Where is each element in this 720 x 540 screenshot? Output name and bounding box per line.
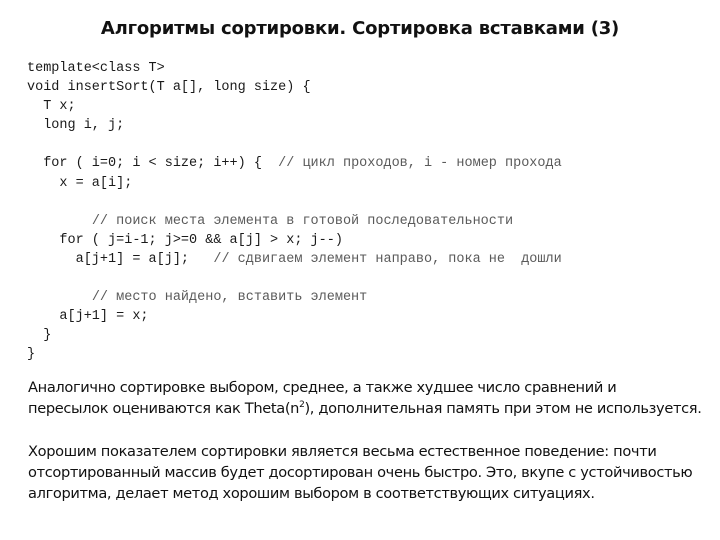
code-line <box>27 250 562 269</box>
code-text: } <box>27 347 36 363</box>
code-line <box>27 307 562 326</box>
paragraph-behavior <box>28 441 718 504</box>
code-text <box>27 290 92 305</box>
code-text <box>27 214 92 229</box>
code-text: } <box>27 328 52 344</box>
code-line <box>27 78 562 97</box>
code-line <box>27 288 562 307</box>
code-line <box>27 193 562 212</box>
code-text: x = a[i]; <box>27 175 133 191</box>
code-line <box>27 174 562 193</box>
code-line <box>27 116 562 135</box>
code-line <box>27 345 562 364</box>
paragraph-line: Хорошим показателем сортировки является весьма естественное поведение: почти <box>28 443 657 460</box>
code-line <box>27 269 562 288</box>
code-comment: // сдвигаем элемент направо, пока не дошли <box>213 251 562 267</box>
code-text: for ( j=i-1; j>=0 && a[j] > x; j--) <box>27 232 343 248</box>
slide-title: Алгоритмы сортировки. Сортировка вставками (3) <box>100 18 620 39</box>
code-line <box>27 59 562 78</box>
paragraph-complexity <box>28 377 718 419</box>
theta-text-after: ), дополнительная память при этом не используется. <box>304 400 702 417</box>
paragraph-line: алгоритма, делает метод хорошим выбором в соответствующих ситуациях. <box>28 485 595 502</box>
code-line <box>27 231 562 250</box>
code-text: a[j+1] = x; <box>27 309 149 325</box>
code-line <box>27 326 562 345</box>
code-line <box>27 154 562 173</box>
code-line <box>27 212 562 231</box>
code-text: long i, j; <box>27 118 125 134</box>
paragraph-line: Аналогично сортировке выбором, среднее, а также худшее число сравнений и <box>28 379 617 396</box>
theta-text-before: пересылок оцениваются как Theta(n <box>28 400 300 417</box>
paragraph-line: отсортированный массив будет досортирован очень быстро. Это, вкупе с устойчивостью <box>28 464 693 481</box>
code-line <box>27 97 562 116</box>
code-comment: // место найдено, вставить элемент <box>91 290 368 306</box>
exponent-superscript: 2 <box>299 400 305 411</box>
code-comment: // цикл проходов, i - номер прохода <box>278 156 562 172</box>
paragraph-line <box>28 398 718 419</box>
code-text: for ( i=0; i < size; i++) { <box>27 156 279 172</box>
code-comment: // поиск места элемента в готовой последовательности <box>91 213 514 229</box>
code-line <box>27 135 562 154</box>
code-text: T x; <box>27 99 76 115</box>
code-text: void insertSort(T a[], long size) { <box>27 80 311 96</box>
code-text: a[j+1] = a[j]; <box>27 251 214 267</box>
code-text: template<class T> <box>27 61 165 76</box>
code-block <box>27 59 562 365</box>
